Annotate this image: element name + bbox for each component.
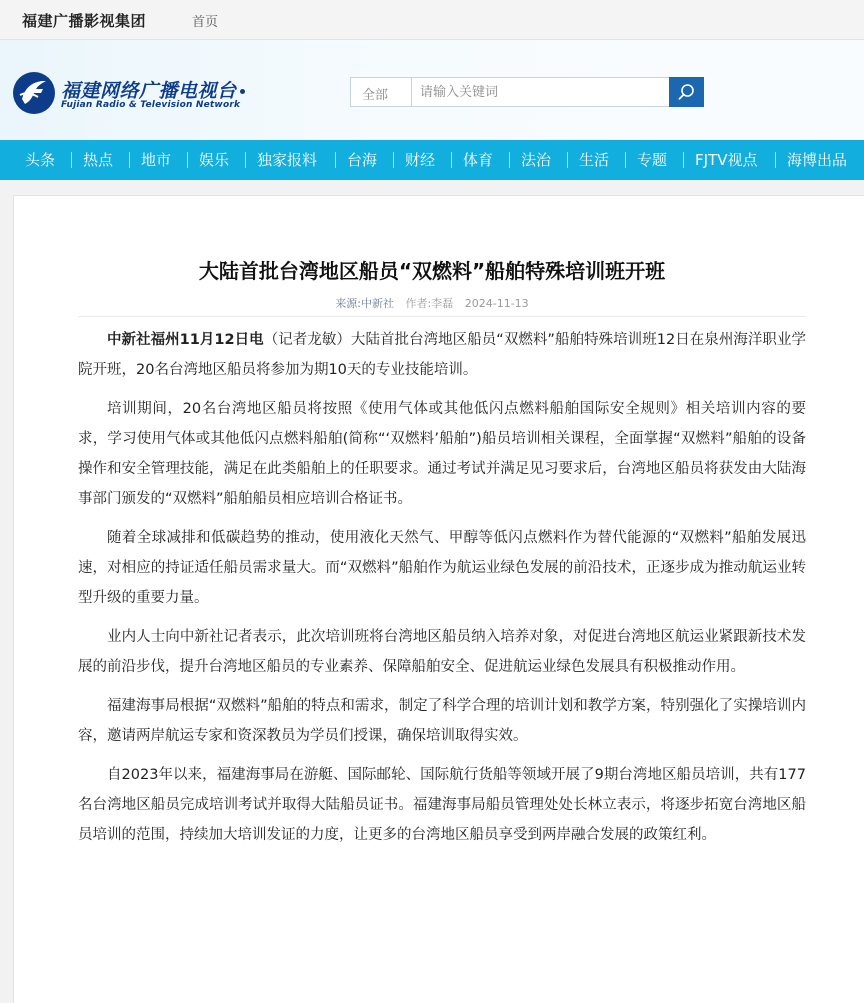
nav-divider — [187, 152, 188, 168]
nav-divider — [129, 152, 130, 168]
article-title: 大陆首批台湾地区船员“双燃料”船舶特殊培训班开班 — [198, 259, 666, 283]
divider — [78, 316, 806, 317]
search-input[interactable] — [411, 77, 670, 107]
article-paragraph: 自2023年以来，福建海事局在游艇、国际邮轮、国际航行货船等领域开展了9期台湾地区船员培训，共有177名台湾地区船员完成培训考试并取得大陆船员证书。福建海事局船员管理处处长林立表示，将逐步拓宽台湾地区船员培训的范围，持续加大培训发证的力度，让更多的台湾地区船员享受到两岸融合发展的政策红利。 — [78, 767, 806, 843]
nav-item-finance[interactable]: 财经 — [405, 151, 436, 169]
site-header — [0, 40, 864, 140]
nav-item-entertainment[interactable]: 娱乐 — [199, 151, 230, 169]
nav-divider — [393, 152, 394, 168]
article-paragraph: 随着全球减排和低碳趋势的推动，使用液化天然气、甲醇等低闪点燃料作为替代能源的“双燃料”船舶发展迅速，对相应的持证适任船员需求量大。而“双燃料”船舶作为航运业绿色发展的前沿技术，正逐步成为推动航运业转型升级的重要力量。 — [78, 530, 806, 606]
brand-dot — [240, 89, 245, 94]
dateline: 中新社福州11月12日电 — [107, 332, 264, 348]
nav-item-hot[interactable]: 热点 — [83, 151, 114, 169]
nav-item-haibo[interactable]: 海博出品 — [787, 151, 848, 169]
article-author: 作者:李磊 — [405, 297, 454, 310]
nav-divider — [509, 152, 510, 168]
logo-icon[interactable] — [12, 71, 56, 115]
nav-divider — [625, 152, 626, 168]
nav-divider — [245, 152, 246, 168]
nav-item-topics[interactable]: 专题 — [637, 151, 668, 169]
nav-divider — [683, 152, 684, 168]
article-paragraph: 培训期间，20名台湾地区船员将按照《使用气体或其他低闪点燃料船舶国际安全规则》相关培训内容的要求，学习使用气体或其他低闪点燃料船舶(简称“‘双燃料’船舶”)船员培训相关课程，全面掌握“双燃料”船舶的设备操作和安全管理技能，满足在此类船舶上的任职要求。通过考试并满足见习要求后，台湾地区船员将获发由大陆海事部门颁发的“双燃料”船舶船员相应培训合格证书。 — [78, 401, 806, 507]
nav-item-city[interactable]: 地市 — [141, 151, 172, 169]
nav-item-sports[interactable]: 体育 — [463, 151, 494, 169]
brand-name-cn: 福建网络广播电视台 — [61, 80, 237, 102]
article-source[interactable]: 来源:中新社 — [335, 297, 395, 310]
main-nav — [0, 140, 864, 180]
home-link[interactable]: 首页 — [192, 15, 219, 30]
nav-item-headline[interactable]: 头条 — [25, 151, 56, 169]
nav-item-life[interactable]: 生活 — [579, 151, 610, 169]
nav-item-fjtv[interactable]: FJTV视点 — [695, 151, 758, 169]
lead-text: （记者龙敏）大陆首批台湾地区船员“双燃料”船舶特殊培训班12日在泉州海洋职业学院开班，20名台湾地区船员将参加为期10天的专业技能培训。 — [78, 332, 806, 378]
article-paragraph: 业内人士向中新社记者表示，此次培训班将台湾地区船员纳入培养对象，对促进台湾地区航运业紧跟新技术发展的前沿步伐，提升台湾地区船员的专业素养、保障船舶安全、促进航运业绿色发展具有积极推动作用。 — [78, 629, 806, 675]
article-paragraph: 福建海事局根据“双燃料”船舶的特点和需求，制定了科学合理的培训计划和教学方案，特别强化了实操培训内容，邀请两岸航运专家和资深教员为学员们授课，确保培训取得实效。 — [78, 698, 806, 744]
nav-divider — [451, 152, 452, 168]
search-scope-select[interactable]: 全部 — [350, 77, 412, 107]
nav-item-law[interactable]: 法治 — [521, 151, 552, 169]
article-paragraph — [78, 325, 806, 385]
search-button[interactable] — [669, 77, 704, 107]
nav-divider — [71, 152, 72, 168]
nav-divider — [567, 152, 568, 168]
nav-divider — [775, 152, 776, 168]
article-date: 2024-11-13 — [464, 297, 529, 310]
group-name-link[interactable]: 福建广播影视集团 — [22, 12, 147, 30]
brand-name-en: Fujian Radio & Television Network — [61, 100, 241, 110]
article-meta — [0, 295, 864, 311]
nav-item-exclusive[interactable]: 独家报料 — [257, 151, 318, 169]
nav-divider — [335, 152, 336, 168]
search-icon — [669, 77, 704, 107]
top-strip — [0, 0, 864, 40]
nav-item-strait[interactable]: 台海 — [347, 151, 378, 169]
article-body — [78, 325, 806, 859]
